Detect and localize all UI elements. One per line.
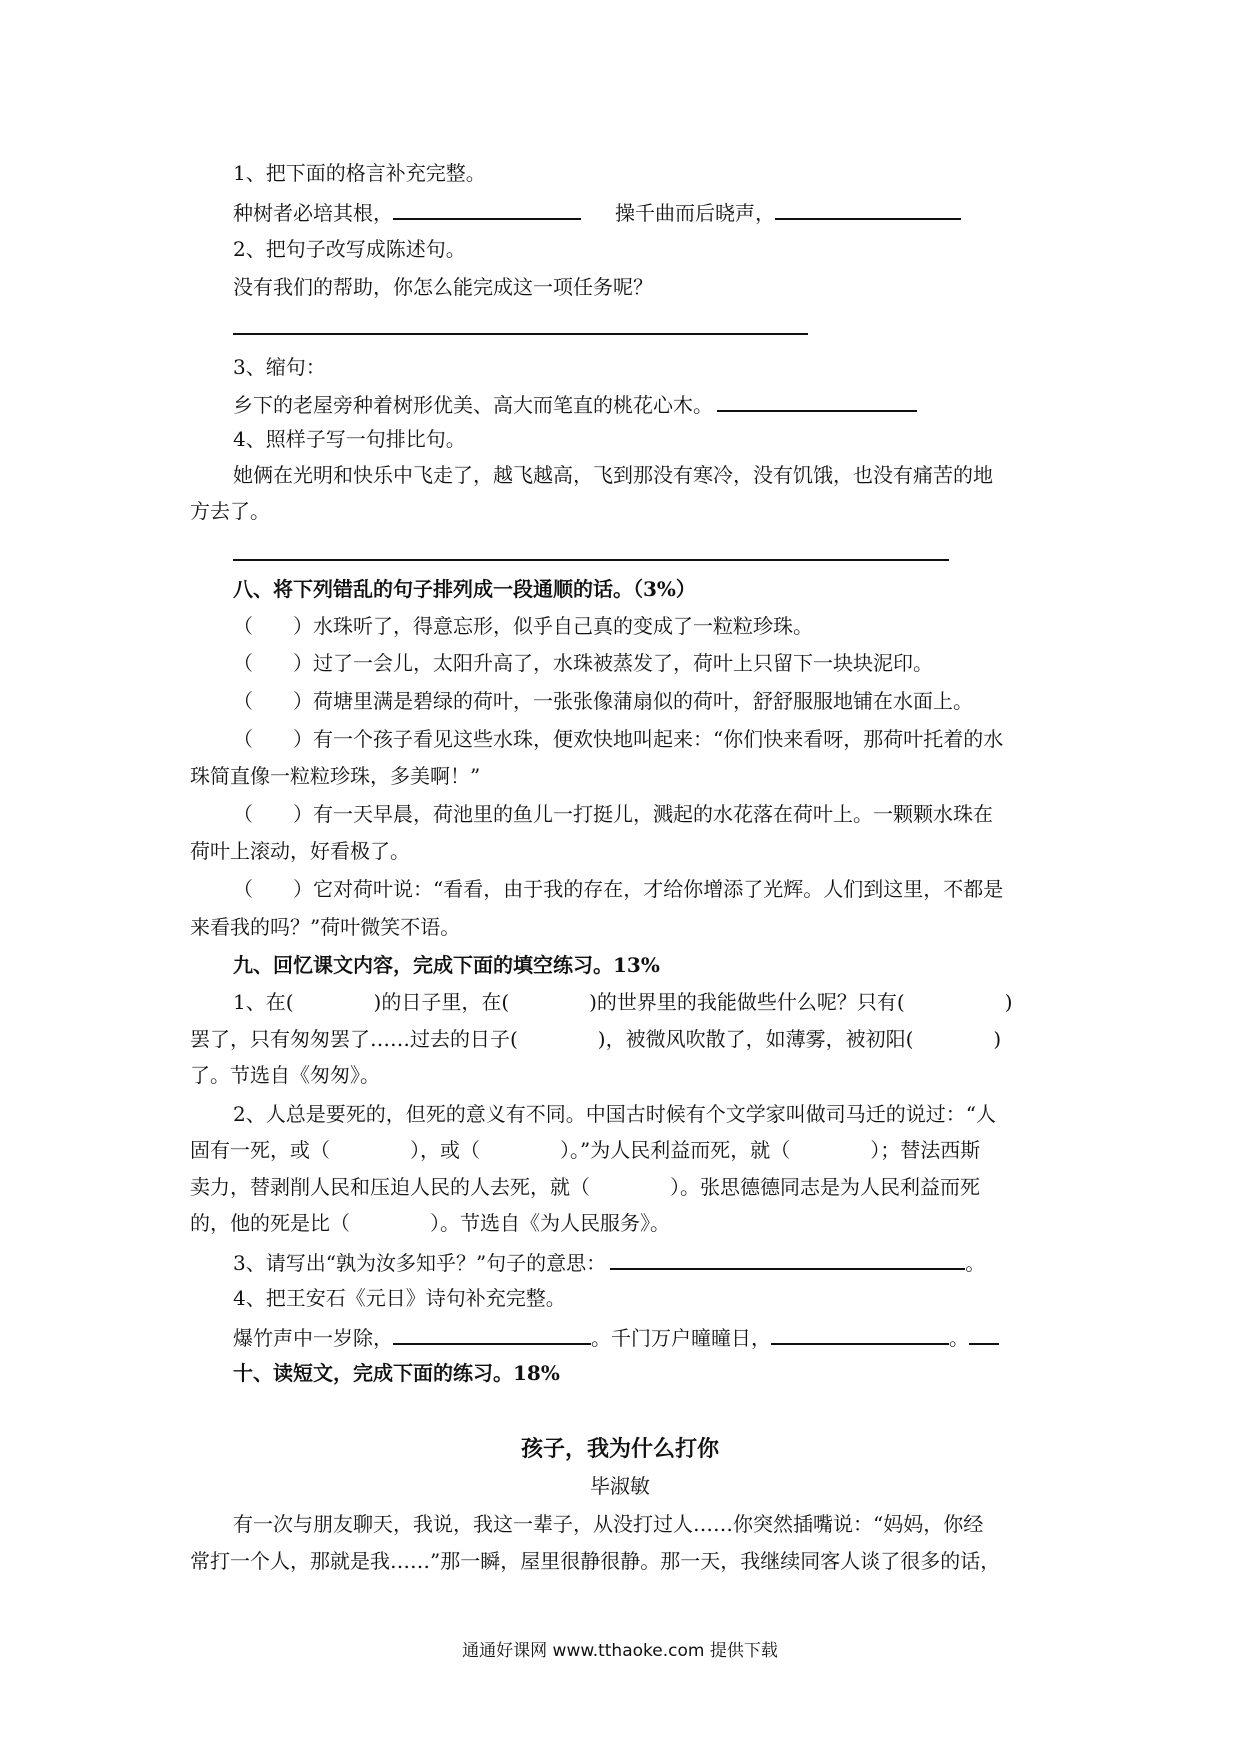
q7-item3-row <box>233 388 917 420</box>
q9-item2-line: 卖力，替剥削人民和压迫人民的人去死，就（ ）。张思德德同志是为人民利益而死 <box>190 1175 980 1199</box>
q7-item2-title: 2、把句子改写成陈述句。 <box>233 237 466 261</box>
q9-item2-line: 固有一死，或（ ），或（ ）。”为人民利益而死，就（ ）；替法西斯 <box>190 1138 981 1162</box>
q8-line: （ ）有一天早晨，荷池里的鱼儿一打挺儿，溅起的水花落在荷叶上。一颗颗水珠在 <box>233 802 993 826</box>
q8-line: （ ）有一个孩子看见这些水珠，便欢快地叫起来：“你们快来看呀，那荷叶托着的水 <box>233 727 1004 751</box>
q7-item1-part1: 种树者必培其根， <box>233 201 393 225</box>
answer-blank[interactable] <box>393 196 581 220</box>
q9-item1-line: 罢了，只有匆匆罢了……过去的日子( )，被微风吹散了，如薄雾，被初阳( ) <box>190 1027 1002 1051</box>
q9-heading: 九、回忆课文内容，完成下面的填空练习。13% <box>233 953 660 977</box>
q8-heading: 八、将下列错乱的句子排列成一段通顺的话。（3%） <box>233 577 696 601</box>
q8-line: （ ）荷塘里满是碧绿的荷叶，一张张像蒲扇似的荷叶，舒舒服服地铺在水面上。 <box>233 689 973 713</box>
q9-item3-end: 。 <box>965 1251 986 1275</box>
q7-item4-title: 4、照样子写一句排比句。 <box>233 427 466 451</box>
q9-item4-title: 4、把王安石《元日》诗句补充完整。 <box>233 1286 566 1310</box>
q7-item3-sentence: 乡下的老屋旁种着树形优美、高大而笔直的桃花心木。 <box>233 393 713 417</box>
answer-blank[interactable] <box>393 1321 591 1345</box>
answer-blank[interactable] <box>775 196 961 220</box>
q7-item1-row <box>233 196 961 228</box>
q10-heading: 十、读短文，完成下面的练习。18% <box>233 1361 560 1385</box>
q7-item4-sentence-line2: 方去了。 <box>190 499 270 523</box>
q8-line: （ ）过了一会儿，太阳升高了，水珠被蒸发了，荷叶上只留下一块块泥印。 <box>233 651 933 675</box>
q7-item1-title: 1、把下面的格言补充完整。 <box>233 161 486 185</box>
q9-item2-line: 2、人总是要死的，但死的意义有不同。中国古时候有个文学家叫做司马迁的说过：“人 <box>233 1102 996 1126</box>
answer-blank[interactable] <box>717 388 917 412</box>
q7-item4-sentence-line1: 她俩在光明和快乐中飞走了，越飞越高，飞到那没有寒冷，没有饥饿，也没有痛苦的地 <box>233 463 993 487</box>
page-footer: 通通好课网 www.tthaoke.com 提供下载 <box>462 1641 778 1661</box>
answer-line[interactable] <box>233 333 808 335</box>
answer-blank[interactable] <box>610 1246 965 1270</box>
q9-item4-end: 。 <box>949 1326 969 1350</box>
q9-item2-line: 的，他的死是比（ ）。节选自《为人民服务》。 <box>190 1211 670 1235</box>
essay-line: 常打一个人，那就是我……”那一瞬，屋里很静很静。那一天，我继续同客人谈了很多的话， <box>190 1549 1001 1573</box>
answer-blank[interactable] <box>771 1321 949 1345</box>
q9-item1-line: 了。节选自《匆匆》。 <box>190 1063 380 1087</box>
q9-item3-row <box>233 1246 985 1278</box>
q8-line: 荷叶上滚动，好看极了。 <box>190 839 410 863</box>
q9-item4-part2: 。千门万户曈曈日， <box>591 1326 771 1350</box>
essay-author: 毕淑敏 <box>590 1474 650 1498</box>
q9-item3-text: 3、请写出“孰为汝多知乎？”句子的意思： <box>233 1251 607 1275</box>
q8-line: （ ）它对荷叶说：“看看，由于我的存在，才给你增添了光辉。人们到这里，不都是 <box>233 877 1004 901</box>
essay-title: 孩子，我为什么打你 <box>520 1436 719 1462</box>
answer-line[interactable] <box>233 559 949 561</box>
q8-line: 来看我的吗？”荷叶微笑不语。 <box>190 915 461 939</box>
q9-item4-row <box>233 1321 999 1353</box>
q8-line: 珠简直像一粒粒珍珠，多美啊！” <box>190 764 481 788</box>
q7-item3-title: 3、缩句： <box>233 355 326 379</box>
q8-line: （ ）水珠听了，得意忘形，似乎自己真的变成了一粒粒珍珠。 <box>233 614 813 638</box>
q7-item2-sentence: 没有我们的帮助，你怎么能完成这一项任务呢？ <box>233 275 653 299</box>
q9-item1-line: 1、在( )的日子里，在( )的世界里的我能做些什么呢？只有( ) <box>233 990 1013 1014</box>
q9-item4-part1: 爆竹声中一岁除， <box>233 1326 393 1350</box>
q7-item1-part2: 操千曲而后晓声， <box>615 201 775 225</box>
essay-line: 有一次与朋友聊天，我说，我这一辈子，从没打过人……你突然插嘴说：“妈妈，你经 <box>233 1512 984 1536</box>
answer-blank[interactable] <box>969 1321 999 1345</box>
